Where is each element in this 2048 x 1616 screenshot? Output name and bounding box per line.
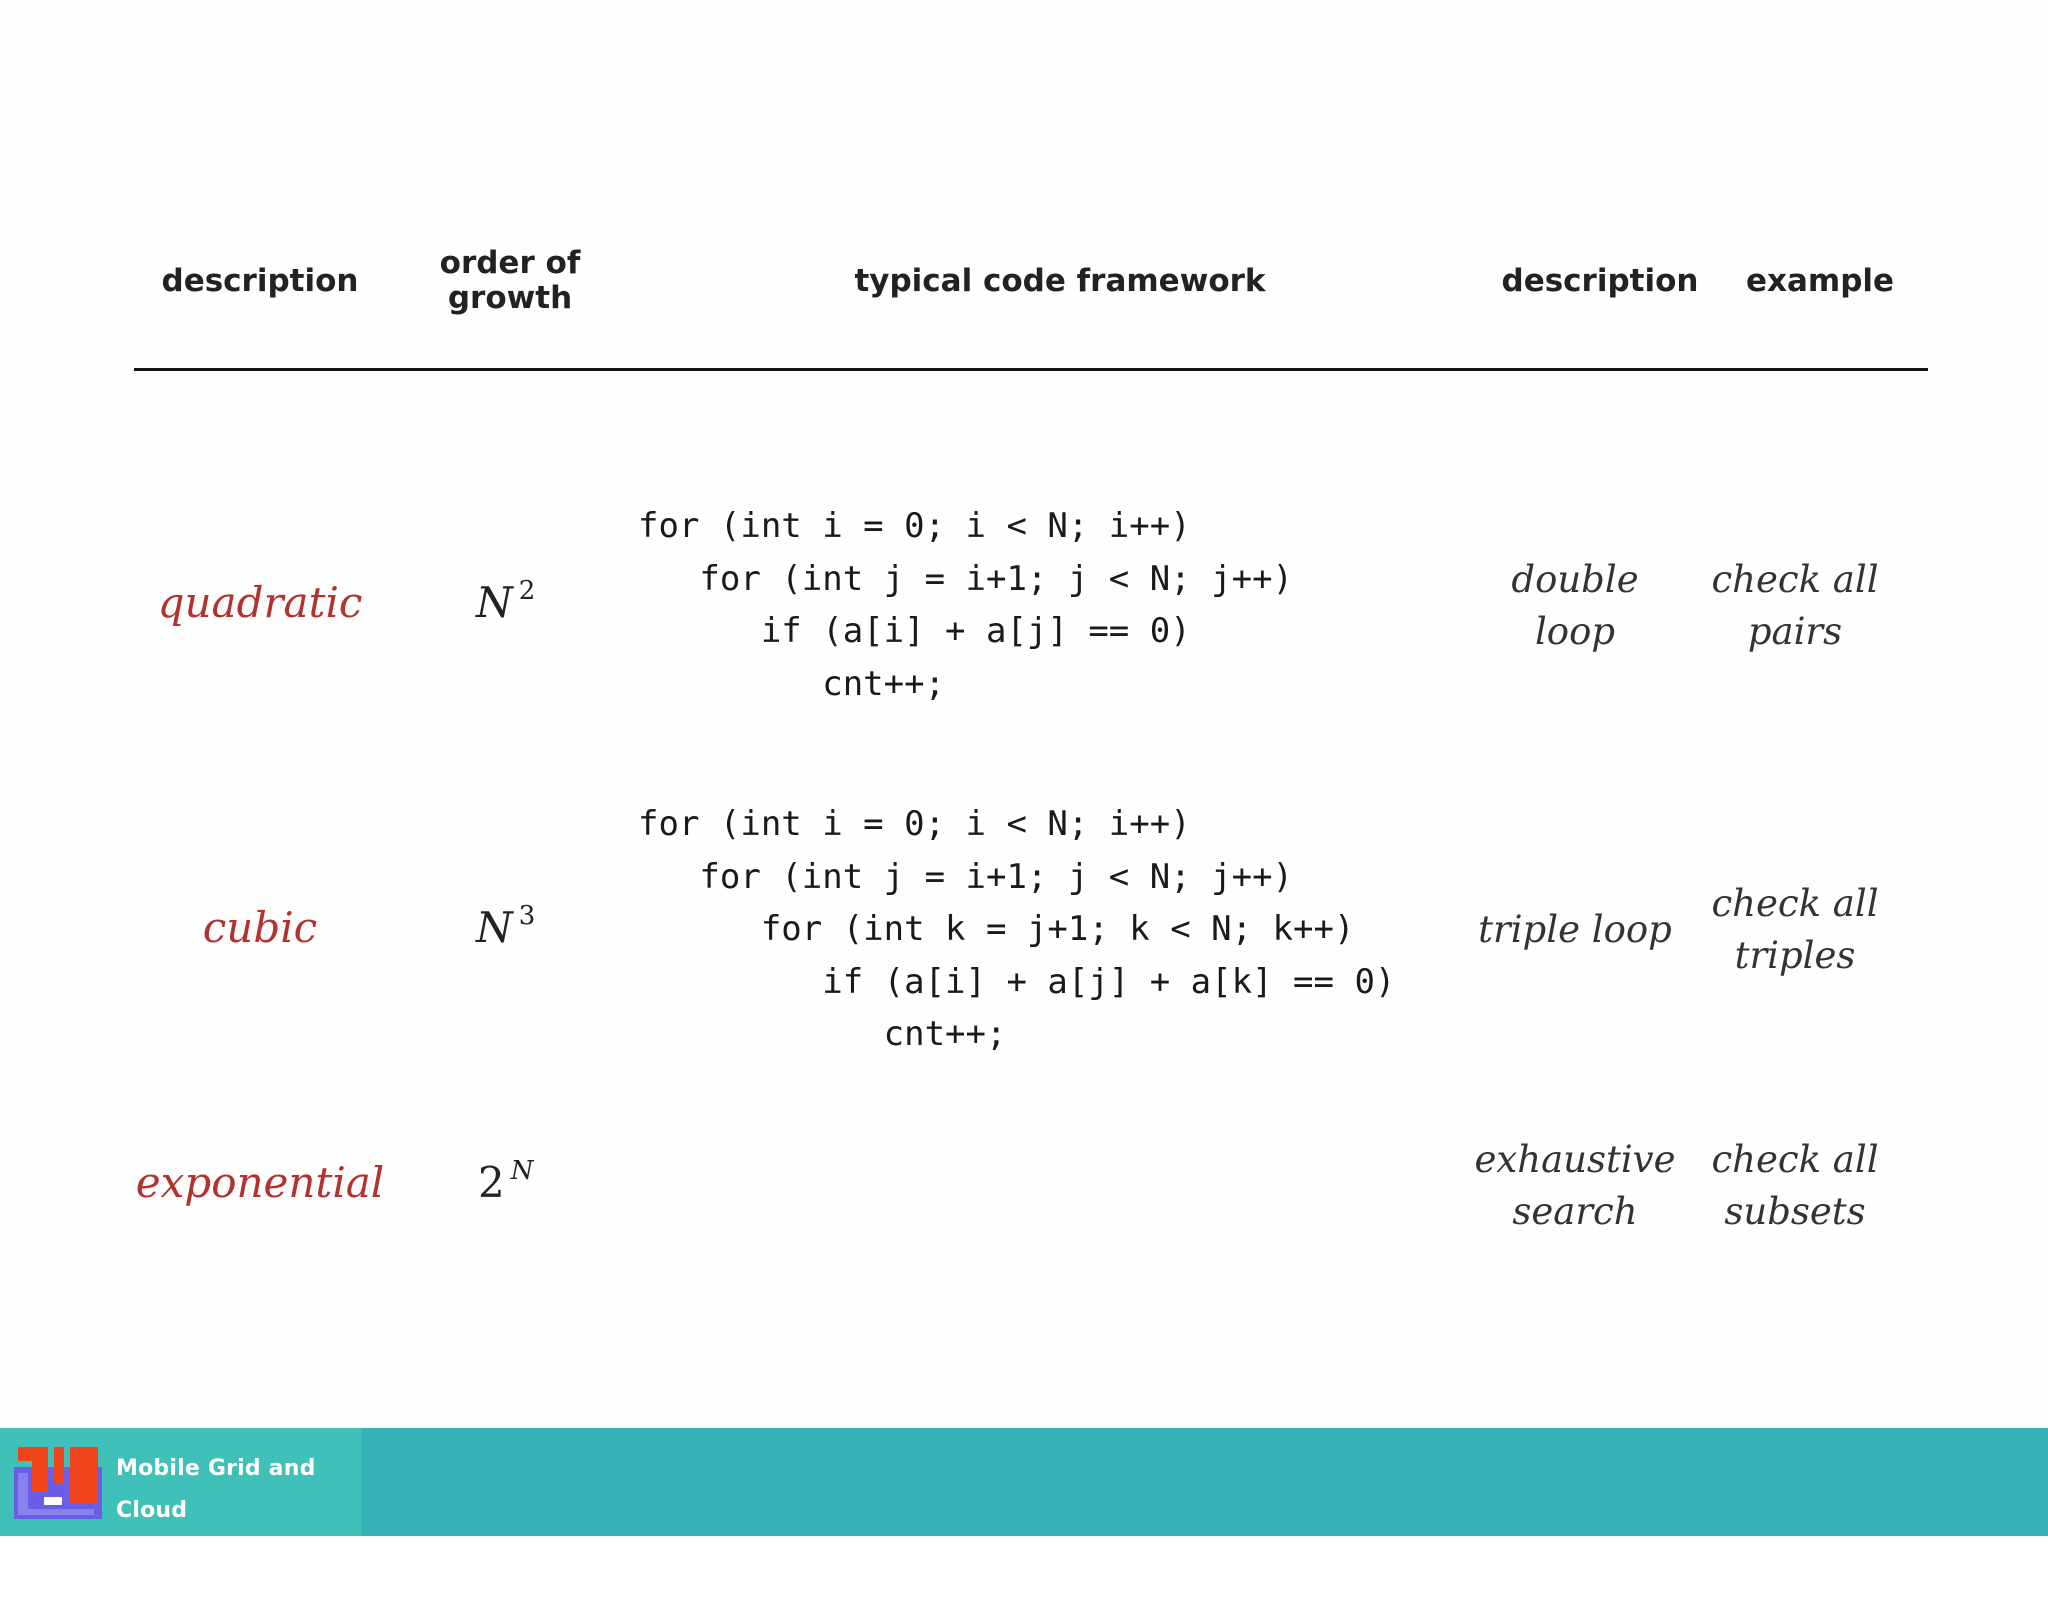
description-line: search <box>1512 1190 1638 1233</box>
row-quadratic-description <box>1460 554 1690 658</box>
order-exponent: 3 <box>518 901 536 931</box>
example-line: check all <box>1711 558 1879 601</box>
row-cubic-label: cubic <box>202 903 318 952</box>
order-exponent: N <box>510 1156 534 1186</box>
lab-brand <box>0 1428 362 1607</box>
example-line: triples <box>1734 934 1856 977</box>
row-quadratic-code: for (int i = 0; i < N; i++) for (int j = i+1; j < N; j++) if (a[i] + a[j] == 0) cnt++; <box>638 506 1294 704</box>
example-line: subsets <box>1724 1190 1866 1233</box>
row-cubic-code: for (int i = 0; i < N; i++) for (int j = i+1; j < N; j++) for (int k = j+1; k < N; k++) if (a[i] + a[j] + a[k] == 0) cnt++; <box>638 804 1396 1054</box>
row-cubic-order <box>476 903 535 952</box>
footer-bar <box>0 1428 2048 1607</box>
description-line: triple loop <box>1478 908 1672 951</box>
order-exponent: 2 <box>518 576 536 606</box>
description-line: double <box>1511 558 1639 601</box>
order-base: N <box>476 578 513 627</box>
header-description-2: description <box>1501 263 1699 299</box>
row-cubic-example <box>1700 878 1890 982</box>
example-line: check all <box>1711 882 1879 925</box>
order-base: 2 <box>478 1158 505 1207</box>
header-order-of-growth: order of growth <box>439 245 581 316</box>
header-example: example <box>1745 263 1895 299</box>
lab-logo-icon <box>14 1445 102 1519</box>
row-exponential-order <box>478 1158 533 1207</box>
lab-name-line1: Mobile Grid and Cloud <box>116 1456 316 1523</box>
header-description: description <box>161 263 359 299</box>
header-typical-code-framework: typical code framework <box>854 263 1266 299</box>
lab-name <box>116 1448 362 1616</box>
description-line: exhaustive <box>1474 1138 1676 1181</box>
header-rule <box>134 368 1928 371</box>
example-line: check all <box>1711 1138 1879 1181</box>
order-base: N <box>476 903 513 952</box>
row-quadratic-example <box>1700 554 1890 658</box>
row-quadratic-order <box>476 578 535 627</box>
lab-name-line2: Computing Laboratory <box>116 1540 255 1607</box>
row-exponential-description <box>1460 1134 1690 1238</box>
row-exponential-example <box>1700 1134 1890 1238</box>
example-line: pairs <box>1747 610 1843 653</box>
row-cubic-description <box>1460 904 1690 956</box>
description-line: loop <box>1534 610 1616 653</box>
row-quadratic-label: quadratic <box>157 578 363 627</box>
row-exponential-label: exponential <box>135 1158 385 1207</box>
